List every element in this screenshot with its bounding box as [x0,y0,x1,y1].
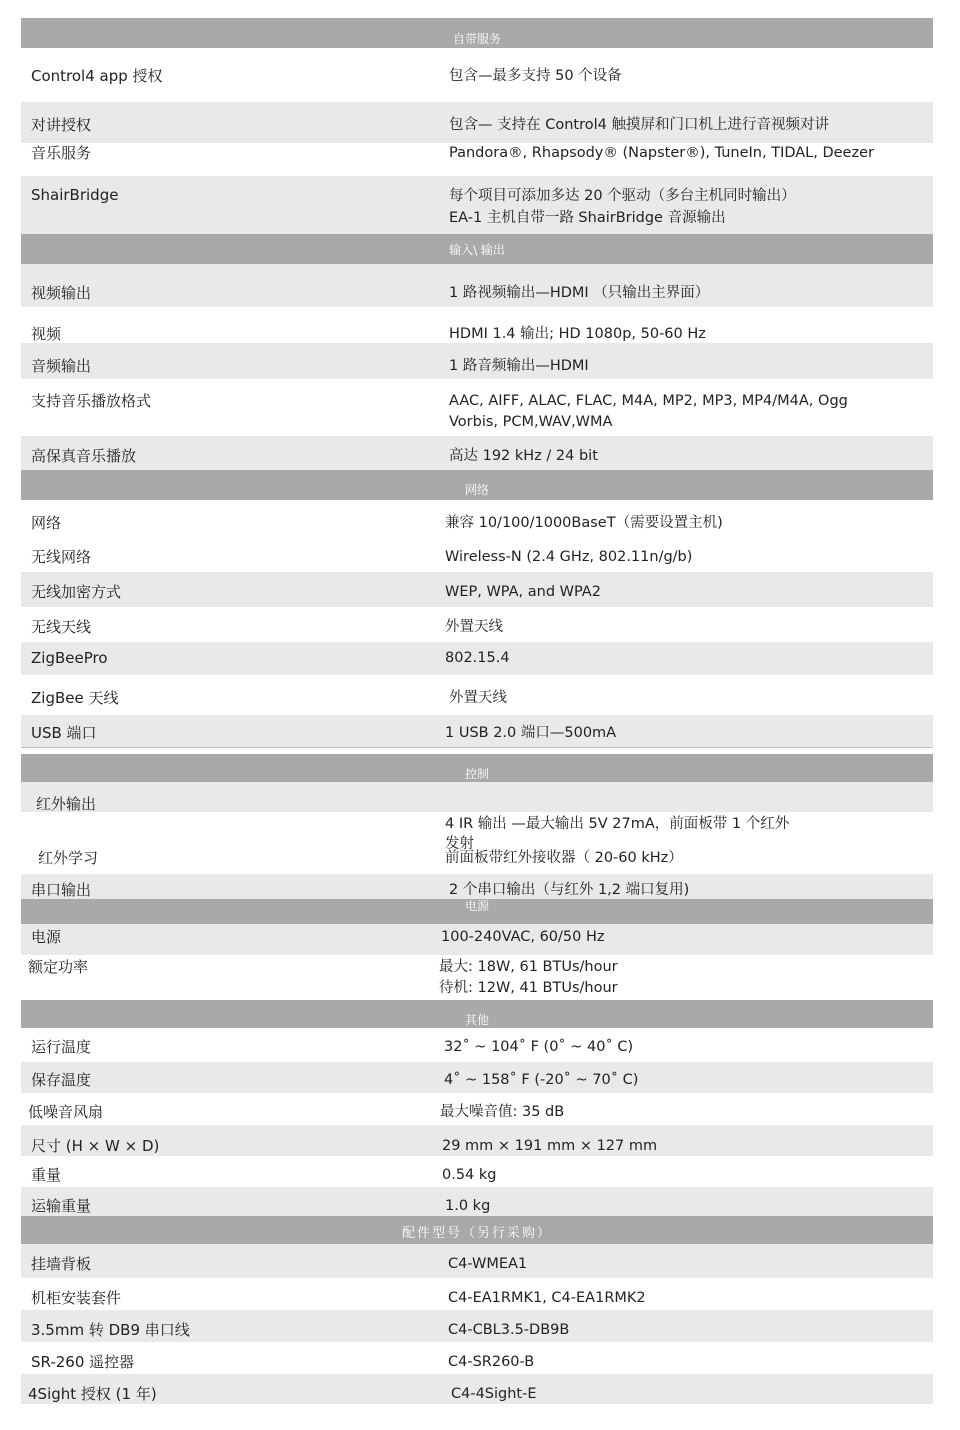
spec-row [21,264,933,307]
section-header [21,1000,933,1028]
spec-row [21,1187,933,1216]
section-title: 其他 [464,1013,489,1027]
spec-value: 1.0 kg [445,1198,491,1214]
spec-value: 最大: 18W, 61 BTUs/hour 待机: 12W, 41 BTUs/hour [439,959,618,996]
spec-row [21,675,933,715]
spec-row [21,534,933,572]
spec-row [21,176,933,234]
spec-label: 对讲授权 [31,116,92,134]
section-header [21,754,933,782]
spec-value: 最大噪音值: 35 dB [440,1104,565,1120]
spec-value: HDMI 1.4 输出; HD 1080p, 50-60 Hz [449,326,706,342]
spec-value: 802.15.4 [445,650,510,666]
spec-value: 外置天线 [445,619,503,635]
section-title: 配件型号（另行采购） [401,1226,552,1241]
spec-row [21,307,933,343]
section-title: 自带服务 [452,32,501,46]
spec-label: 红外输出 [36,795,97,813]
spec-label: ZigBee 天线 [31,689,119,707]
spec-label: 运行温度 [31,1038,92,1056]
spec-row [21,102,933,143]
spec-row [21,1028,933,1062]
spec-value: 高达 192 kHz / 24 bit [449,448,598,464]
spec-value: 包含— 支持在 Control4 触摸屏和门口机上进行音视频对讲 [449,117,829,133]
spec-label: 音乐服务 [31,144,92,162]
spec-row [21,1342,933,1374]
spec-label: 3.5mm 转 DB9 串口线 [31,1321,190,1339]
spec-label: 视频输出 [31,284,92,302]
spec-label: USB 端口 [31,724,97,742]
spec-row [21,1278,933,1310]
spec-row [21,436,933,470]
spec-value: 1 路音频输出—HDMI [449,358,589,374]
spec-label: 视频 [31,325,62,343]
spec-row [21,48,933,102]
spec-row [21,607,933,642]
spec-value: 兼容 10/100/1000BaseT（需要设置主机) [445,515,723,531]
spec-label: 无线网络 [31,548,92,566]
spec-value: C4-4Sight-E [451,1386,537,1402]
section-header [21,1216,933,1244]
spec-row [21,782,933,852]
spec-label: 串口输出 [31,881,92,899]
section-title: 网络 [464,483,489,497]
section-header [21,234,933,264]
spec-label: 无线加密方式 [31,583,122,601]
spec-row [21,500,933,534]
spec-row [21,1093,933,1125]
spec-value: Wireless-N (2.4 GHz, 802.11n/g/b) [445,549,693,565]
spec-value: 1 USB 2.0 端口—500mA [445,725,617,741]
spec-value: C4-SR260-B [448,1354,535,1370]
spec-label: 4Sight 授权 (1 年) [28,1385,157,1403]
spec-row [21,1125,933,1156]
spec-row [21,1310,933,1342]
spec-value: C4-WMEA1 [448,1256,528,1272]
spec-value: Pandora®, Rhapsody® (Napster®), TuneIn, TIDAL, Deezer [449,145,874,161]
spec-label: 网络 [31,514,62,532]
spec-label: 红外学习 [38,849,99,867]
spec-value: AAC, AIFF, ALAC, FLAC, M4A, MP2, MP3, MP4/M4A, Ogg Vorbis, PCM,WAV,WMA [449,393,848,430]
spec-row [21,1244,933,1278]
spec-value: 4˚ ~ 158˚ F (-20˚ ~ 70˚ C) [444,1072,639,1088]
section-header [21,470,933,500]
spec-value: 0.54 kg [442,1167,497,1183]
spec-row [21,874,933,899]
spec-row [21,343,933,379]
spec-label: Control4 app 授权 [31,67,163,85]
spec-row [21,955,933,1000]
spec-label: 电源 [31,928,62,946]
spec-value: 29 mm × 191 mm × 127 mm [442,1138,658,1154]
spec-value: 32˚ ~ 104˚ F (0˚ ~ 40˚ C) [444,1039,634,1055]
spec-sheet [21,18,933,1404]
spec-label: ZigBeePro [31,649,108,667]
spec-label: 运输重量 [31,1197,92,1215]
spec-label: 保存温度 [31,1071,92,1089]
spec-row [21,642,933,675]
spec-label: 音频输出 [31,357,92,375]
spec-row [21,1062,933,1093]
spec-value: 100-240VAC, 60/50 Hz [441,929,605,945]
spec-label: ShairBridge [31,186,119,204]
spec-label: 无线天线 [31,618,92,636]
spec-row [21,379,933,436]
spec-value: 包含—最多支持 50 个设备 [449,68,622,84]
spec-label: 尺寸 (H × W × D) [31,1137,160,1155]
section-header [21,18,933,48]
spec-label: SR-260 遥控器 [31,1353,135,1371]
spec-value-text: 4 IR 输出 —最大输出 5V 27mA，前面板带 1 个红外 发射 [445,816,790,852]
spec-label: 重量 [31,1166,62,1184]
spec-row [21,572,933,607]
spec-row [21,924,933,955]
spec-label: 机柜安装套件 [31,1289,122,1307]
spec-row [21,1156,933,1187]
section-title: 输入\ 输出 [449,243,505,257]
spec-value: C4-CBL3.5-DB9B [448,1322,570,1338]
spec-value: 每个项目可添加多达 20 个驱动（多台主机同时输出） EA-1 主机自带一路 ShairBridge 音源输出 [449,188,796,226]
spec-label: 支持音乐播放格式 [31,392,152,410]
section-title: 电源 [464,899,489,913]
spec-row [21,715,933,748]
spec-row [21,143,933,176]
spec-value: 2 个串口输出（与红外 1,2 端口复用) [449,882,690,898]
spec-row [21,1374,933,1404]
spec-label: 额定功率 [28,958,89,976]
spec-value: 1 路视频输出—HDMI （只输出主界面） [449,285,710,301]
spec-value: 外置天线 [449,690,507,706]
section-title: 控制 [464,767,489,781]
spec-value: C4-EA1RMK1, C4-EA1RMK2 [448,1290,646,1306]
spec-label: 高保真音乐播放 [31,447,137,465]
spec-value: 前面板带红外接收器（ 20-60 kHz） [445,850,683,866]
spec-label: 挂墙背板 [31,1255,92,1273]
spec-label: 低噪音风扇 [28,1103,104,1121]
section-header [21,899,933,924]
spec-value: WEP, WPA, and WPA2 [445,584,601,600]
